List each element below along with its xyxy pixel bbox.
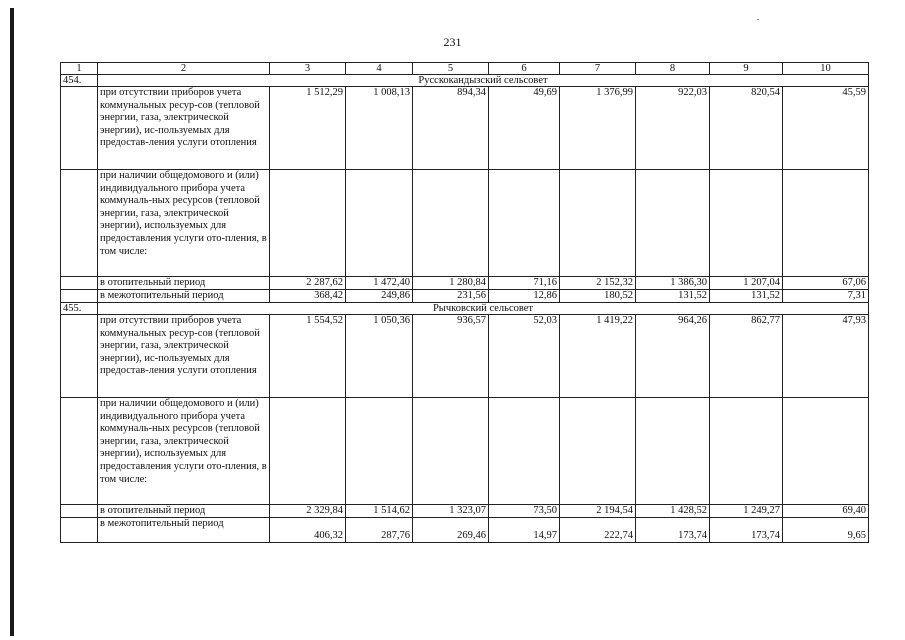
value-cell: 180,52 — [560, 290, 636, 303]
tariff-table — [60, 62, 869, 543]
table-row — [61, 315, 869, 398]
page-number: 231 — [443, 35, 462, 49]
column-number: 10 — [783, 63, 869, 75]
scan-speck — [757, 19, 759, 20]
value-cell: 936,57 — [413, 315, 489, 398]
value-cell: 222,74 — [560, 518, 636, 543]
value-cell — [560, 170, 636, 277]
table-row — [61, 398, 869, 505]
value-cell — [413, 398, 489, 505]
value-cell: 47,93 — [783, 315, 869, 398]
value-cell: 7,31 — [783, 290, 869, 303]
table-row — [61, 518, 869, 543]
value-cell: 131,52 — [636, 290, 710, 303]
row-number-cell — [61, 170, 98, 277]
section-header-row — [61, 75, 869, 87]
row-description: в отопительный период — [98, 277, 270, 290]
value-cell: 287,76 — [346, 518, 413, 543]
value-cell: 1 514,62 — [346, 505, 413, 518]
column-number: 2 — [98, 63, 270, 75]
value-cell: 131,52 — [710, 290, 783, 303]
table-row — [61, 87, 869, 170]
row-number-cell — [61, 277, 98, 290]
column-number: 4 — [346, 63, 413, 75]
value-cell: 862,77 — [710, 315, 783, 398]
value-cell: 1 428,52 — [636, 505, 710, 518]
row-number-cell — [61, 505, 98, 518]
value-cell: 52,03 — [489, 315, 560, 398]
value-cell: 69,40 — [783, 505, 869, 518]
row-description: при наличии общедомового и (или) индивидуального прибора учета коммуналь-ных ресурсов (тепловой энергии, газа, электрической энергии), используемых для предоставления услуги ото-пления, в том числе: — [98, 398, 270, 505]
column-number: 6 — [489, 63, 560, 75]
value-cell: 1 207,04 — [710, 277, 783, 290]
value-cell: 1 419,22 — [560, 315, 636, 398]
row-number-cell — [61, 398, 98, 505]
value-cell — [636, 170, 710, 277]
table-body — [61, 63, 869, 543]
row-description: в отопительный период — [98, 505, 270, 518]
row-number-cell — [61, 290, 98, 303]
column-number: 3 — [270, 63, 346, 75]
section-number: 455. — [61, 303, 98, 315]
value-cell: 1 512,29 — [270, 87, 346, 170]
section-title: Русскокандызский сельсовет — [98, 75, 869, 87]
table-row — [61, 170, 869, 277]
value-cell — [346, 398, 413, 505]
value-cell: 1 280,84 — [413, 277, 489, 290]
value-cell: 1 323,07 — [413, 505, 489, 518]
value-cell — [489, 398, 560, 505]
value-cell: 73,50 — [489, 505, 560, 518]
column-number: 1 — [61, 63, 98, 75]
row-description: при отсутствии приборов учета коммунальных ресур-сов (тепловой энергии, газа, электрической энергии), ис-пользуемых для предостав-ления услуги отопления — [98, 315, 270, 398]
scan-edge — [10, 8, 14, 636]
value-cell: 1 376,99 — [560, 87, 636, 170]
value-cell: 2 152,32 — [560, 277, 636, 290]
column-number: 5 — [413, 63, 489, 75]
value-cell: 2 194,54 — [560, 505, 636, 518]
row-description: при наличии общедомового и (или) индивидуального прибора учета коммуналь-ных ресурсов (тепловой энергии, газа, электрической энергии), используемых для предоставления услуги ото-пления, в том числе: — [98, 170, 270, 277]
value-cell — [636, 398, 710, 505]
value-cell — [783, 170, 869, 277]
value-cell: 231,56 — [413, 290, 489, 303]
value-cell: 1 554,52 — [270, 315, 346, 398]
value-cell: 173,74 — [636, 518, 710, 543]
column-number: 7 — [560, 63, 636, 75]
row-number-cell — [61, 518, 98, 543]
value-cell: 1 472,40 — [346, 277, 413, 290]
value-cell — [270, 170, 346, 277]
value-cell: 9,65 — [783, 518, 869, 543]
value-cell: 368,42 — [270, 290, 346, 303]
column-number: 9 — [710, 63, 783, 75]
value-cell — [346, 170, 413, 277]
value-cell — [560, 398, 636, 505]
value-cell — [710, 398, 783, 505]
value-cell: 45,59 — [783, 87, 869, 170]
value-cell — [710, 170, 783, 277]
value-cell — [413, 170, 489, 277]
row-description: при отсутствии приборов учета коммунальных ресур-сов (тепловой энергии, газа, электрической энергии), ис-пользуемых для предостав-ления услуги отопления — [98, 87, 270, 170]
value-cell: 14,97 — [489, 518, 560, 543]
value-cell — [489, 170, 560, 277]
section-number: 454. — [61, 75, 98, 87]
row-number-cell — [61, 315, 98, 398]
value-cell — [783, 398, 869, 505]
value-cell: 922,03 — [636, 87, 710, 170]
table-row — [61, 505, 869, 518]
value-cell: 269,46 — [413, 518, 489, 543]
section-header-row — [61, 303, 869, 315]
value-cell: 406,32 — [270, 518, 346, 543]
row-number-cell — [61, 87, 98, 170]
value-cell: 249,86 — [346, 290, 413, 303]
value-cell: 1 008,13 — [346, 87, 413, 170]
row-description: в межотопительный период — [98, 290, 270, 303]
column-number: 8 — [636, 63, 710, 75]
value-cell: 820,54 — [710, 87, 783, 170]
value-cell: 894,34 — [413, 87, 489, 170]
column-number-row — [61, 63, 869, 75]
value-cell — [270, 398, 346, 505]
row-description: в межотопительный период — [98, 518, 270, 543]
value-cell: 1 050,36 — [346, 315, 413, 398]
value-cell: 173,74 — [710, 518, 783, 543]
table-row — [61, 290, 869, 303]
value-cell: 1 249,27 — [710, 505, 783, 518]
table-row — [61, 277, 869, 290]
value-cell: 964,26 — [636, 315, 710, 398]
value-cell: 12,86 — [489, 290, 560, 303]
value-cell: 71,16 — [489, 277, 560, 290]
value-cell: 67,06 — [783, 277, 869, 290]
value-cell: 49,69 — [489, 87, 560, 170]
section-title: Рычковский сельсовет — [98, 303, 869, 315]
value-cell: 2 287,62 — [270, 277, 346, 290]
value-cell: 1 386,30 — [636, 277, 710, 290]
value-cell: 2 329,84 — [270, 505, 346, 518]
